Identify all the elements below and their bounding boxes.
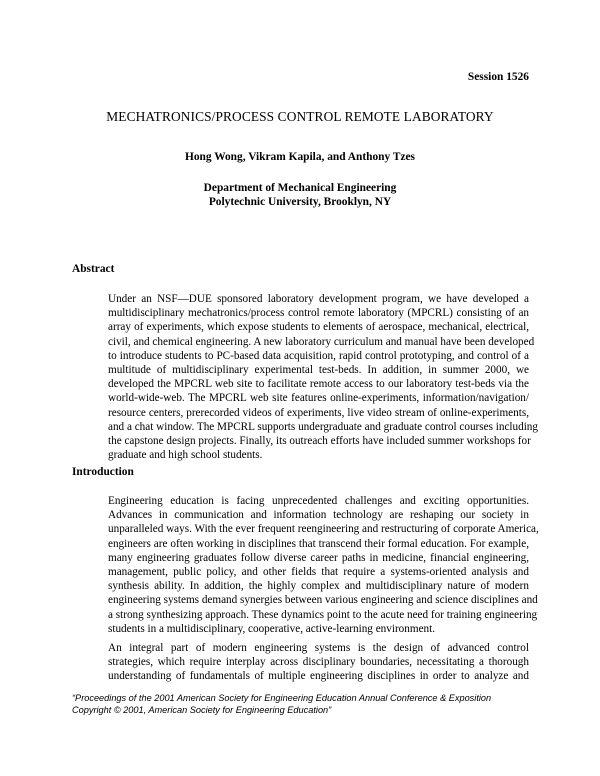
abstract-line: and a chat window. The MPCRL supports undergraduate and graduate control courses including [108,420,538,433]
session-number: Session 1526 [467,71,529,83]
intro-line: a strong synthesizing approach. These dynamics point to the acute need for training engineering [108,608,538,621]
abstract-line: array of experiments, which expose students to elements of aerospace, mechanical, electrical, [108,321,529,334]
proceedings-footer [72,693,542,716]
intro-line: engineers are often working in disciplines that transcend their formal education. For example, [108,537,529,550]
abstract-line: multitude of multidisciplinary experimental test-beds. In addition, in summer 2000, we [108,364,529,377]
abstract-line: the capstone design projects. Finally, its outreach efforts have included summer workshops for [108,435,531,448]
intro-line: management, public policy, and other fields that require a systems-oriented analysis and [108,566,529,579]
footer-proceedings-line: “Proceedings of the 2001 American Society for Engineering Education Annual Conference & Exposition [72,693,492,703]
abstract-heading: Abstract [72,263,115,275]
abstract-line: multidisciplinary mechatronics/process control remote laboratory (MPCRL) consisting of an [108,307,529,320]
introduction-paragraph-2 [72,641,529,684]
intro-line: engineering systems demand synergies between various engineering and science disciplines and [108,594,538,607]
paper-title: MECHATRONICS/PROCESS CONTROL REMOTE LABORATORY [106,109,494,124]
intro-line: many engineering graduates follow diverse career paths in medicine, financial engineering, [108,551,529,564]
affiliation [0,181,600,209]
intro-line: strategies, which require interplay across disciplinary boundaries, necessitating a thorough [108,656,529,669]
abstract-line: world-wide-web. The MPCRL web site features online-experiments, information/navigation/ [108,392,529,405]
abstract-line: civil, and chemical engineering. A new laboratory curriculum and manual have been developed [108,335,535,348]
abstract-line: Under an NSF—DUE sponsored laboratory development program, we have developed a [108,293,529,305]
footer-copyright-line: Copyright © 2001, American Society for Engineering Education” [72,704,332,715]
abstract-line: graduate and high school students. [108,449,263,462]
abstract-line: resource centers, prerecorded videos of experiments, live video stream of online-experiments, [108,406,529,419]
intro-line: understanding of fundamentals of multiple engineering disciplines in order to analyze and [108,670,529,683]
affiliation-university: Polytechnic University, Brooklyn, NY [208,196,392,208]
introduction-heading: Introduction [72,466,134,478]
author-list: Hong Wong, Vikram Kapila, and Anthony Tzes [185,151,415,163]
introduction-paragraph-1 [72,494,539,636]
intro-line: synthesis ability. In addition, the highly complex and multidisciplinary nature of modern [108,580,529,593]
abstract-paragraph [72,292,538,462]
intro-line: students in a multidisciplinary, cooperative, active-learning environment. [108,622,436,635]
intro-line: unparalleled ways. With the ever frequent reengineering and restructuring of corporate America, [108,523,539,536]
intro-line: An integral part of modern engineering systems is the design of advanced control [108,642,529,654]
abstract-line: developed the MPCRL web site to facilitate remote access to our laboratory test-beds via the [108,378,529,391]
affiliation-department: Department of Mechanical Engineering [203,182,397,194]
intro-line: Engineering education is facing unprecedented challenges and exciting opportunities. [108,495,529,507]
abstract-line: to introduce students to PC-based data acquisition, rapid control prototyping, and control of a [108,349,529,362]
intro-line: Advances in communication and information technology are reshaping our society in [108,509,529,522]
